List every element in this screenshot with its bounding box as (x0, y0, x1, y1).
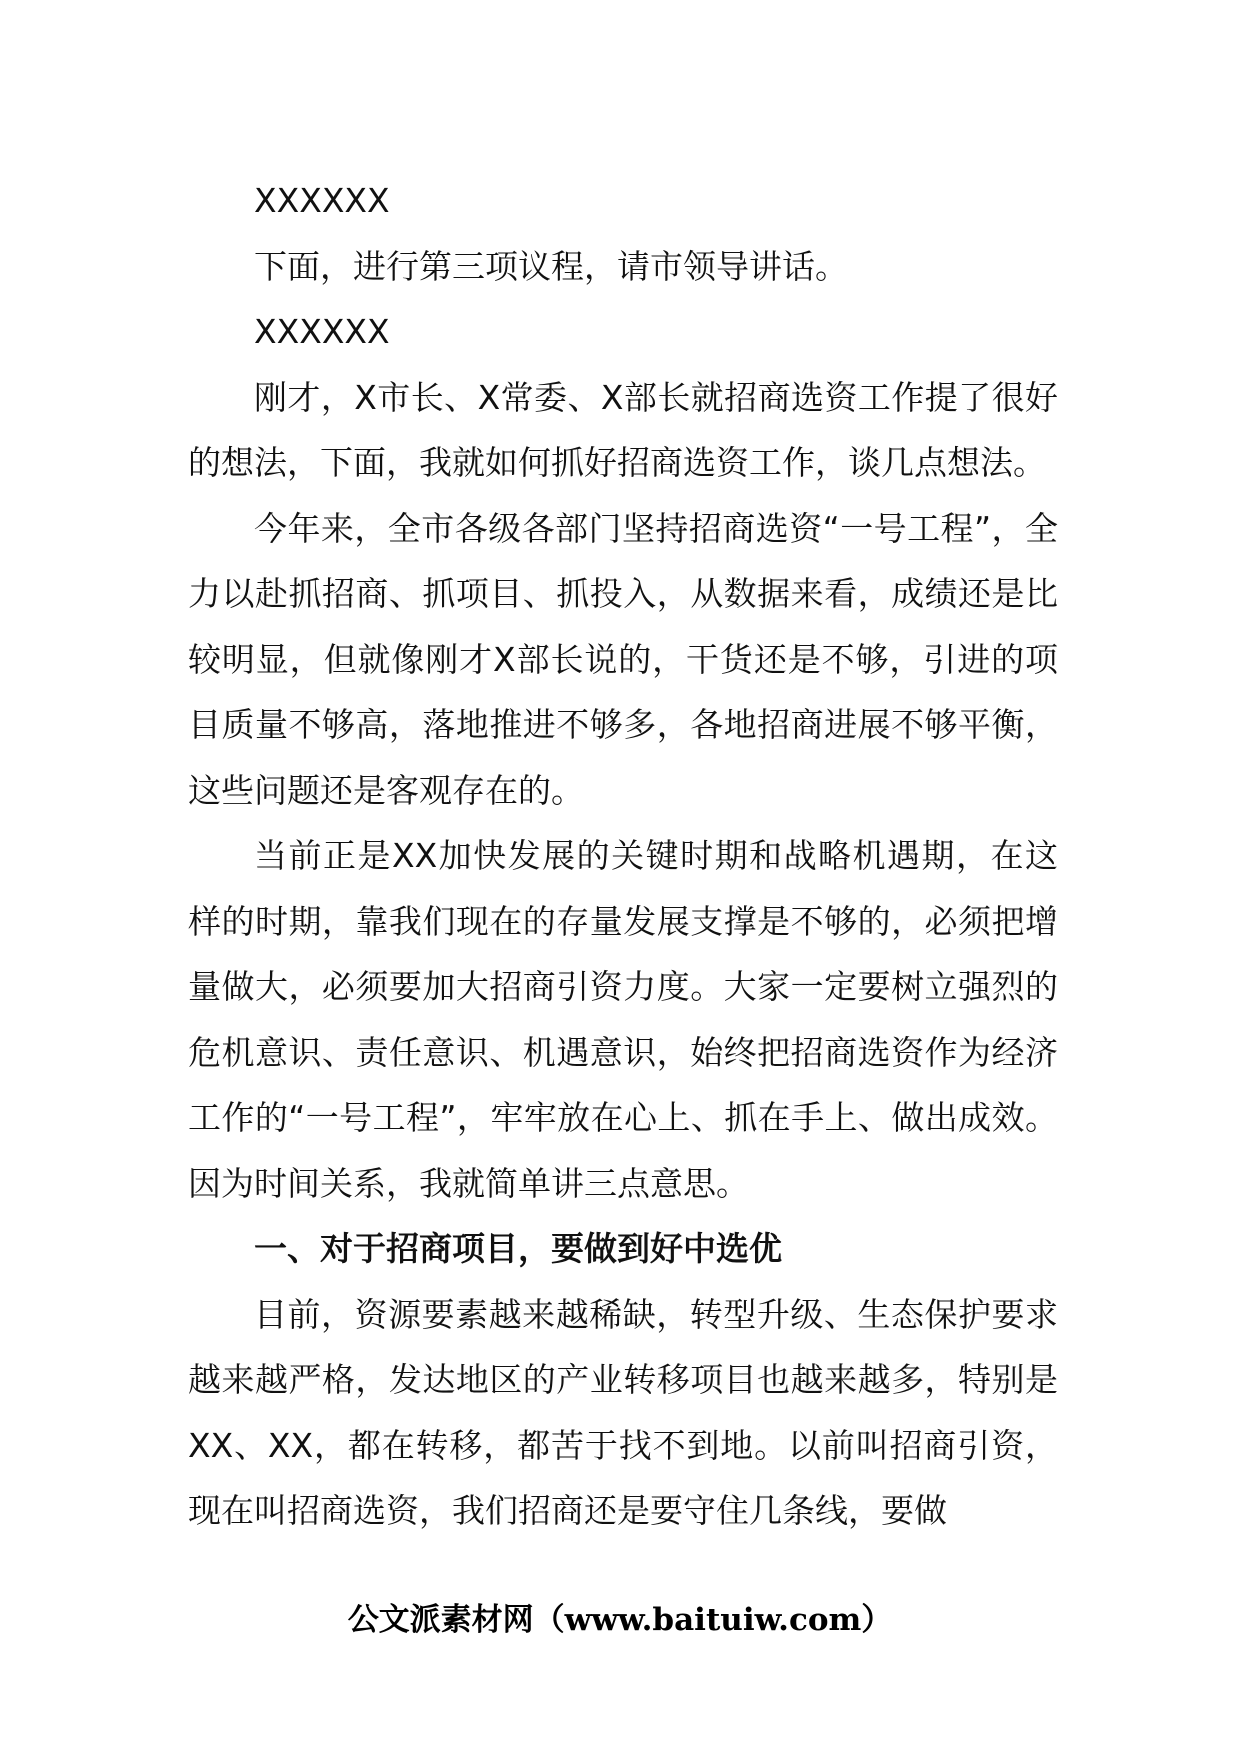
section-heading: 一、对于招商项目，要做到好中选优 (254, 1229, 782, 1268)
body-paragraph: 目前，资源要素越来越稀缺，转型升级、生态保护要求越来越严格，发达地区的产业转移项目也越来越多，特别是XX、XX，都在转移，都苦于找不到地。以前叫招商引资，现在叫招商选资，我们招商还是要守住几条线，要做 (188, 1294, 1058, 1530)
speaker-line: XXXXXX (254, 312, 390, 351)
speaker-line: XXXXXX (254, 181, 390, 220)
body-paragraph: 下面，进行第三项议程，请市领导讲话。 (254, 246, 848, 286)
footer-watermark: 公文派素材网（www.baituiw.com） (347, 1602, 893, 1638)
body-paragraph: 刚才，X市长、X常委、X部长就招商选资工作提了很好的想法，下面，我就如何抓好招商选资工作，谈几点想法。 (188, 377, 1058, 482)
body-paragraph: 当前正是XX加快发展的关键时期和战略机遇期，在这样的时期，靠我们现在的存量发展支撑是不够的，必须把增量做大，必须要加大招商引资力度。大家一定要树立强烈的危机意识、责任意识、机遇意识，始终把招商选资作为经济工作的“一号工程”，牢牢放在心上、抓在手上、做出成效。因为时间关系，我就简单讲三点意思。 (188, 836, 1058, 1203)
document-body (188, 168, 1058, 1544)
body-paragraph: 今年来，全市各级各部门坚持招商选资“一号工程”，全力以赴抓招商、抓项目、抓投入，从数据来看，成绩还是比较明显，但就像刚才X部长说的，干货还是不够，引进的项目质量不够高，落地推进不够多，各地招商进展不够平衡，这些问题还是客观存在的。 (188, 508, 1058, 810)
